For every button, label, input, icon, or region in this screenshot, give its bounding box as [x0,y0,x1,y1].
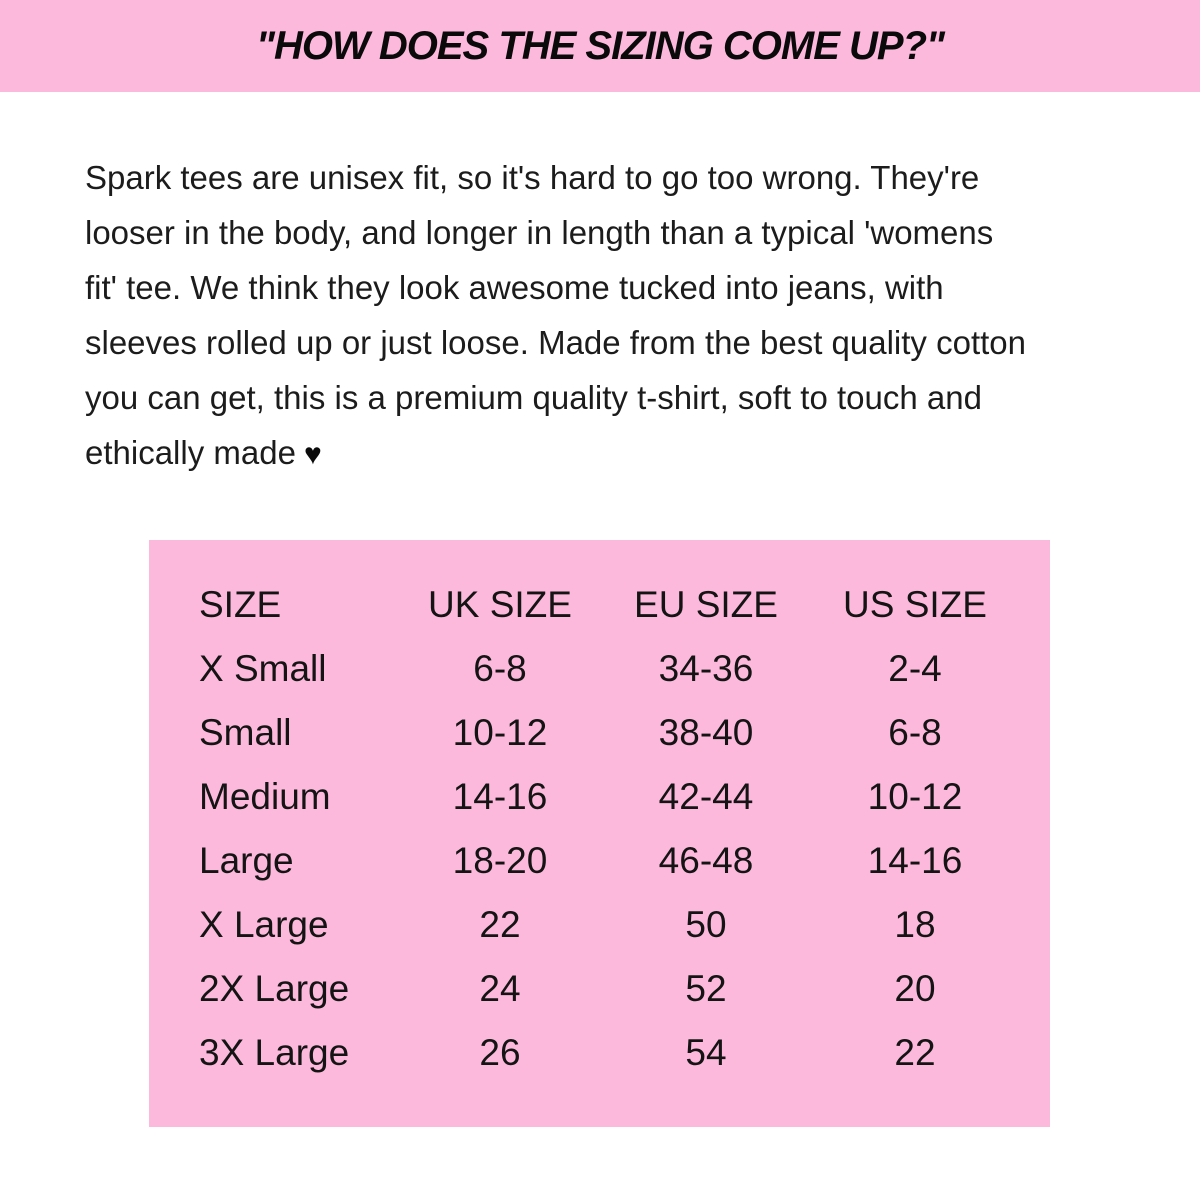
column-header-eu-size: EU SIZE [634,584,778,625]
column-header-uk-size: UK SIZE [428,584,572,625]
intro-line: fit' tee. We think they look awesome tucked into jeans, with [85,269,944,306]
eu-size-cell: 42-44 [658,776,754,817]
intro-line [85,425,1155,482]
table-row [149,1021,1050,1085]
us-size-cell: 18 [894,904,936,945]
intro-line [85,370,1155,425]
eu-size-cell: 50 [685,904,727,945]
table-row [149,893,1050,957]
size-cell: X Small [199,648,327,689]
uk-size-cell: 26 [479,1032,521,1073]
table-row [149,829,1050,893]
uk-size-cell: 18-20 [452,840,548,881]
intro-line-text: you can get, this is a premium quality t-shirt, soft to touch and [85,379,982,416]
uk-size-cell: 10-12 [452,712,548,753]
size-cell: 3X Large [199,1032,350,1073]
uk-size-cell: 14-16 [452,776,548,817]
uk-size-cell: 22 [479,904,521,945]
intro-line: sleeves rolled up or just loose. Made from the best quality cotton [85,324,1026,361]
intro-line: looser in the body, and longer in length than a typical 'womens [85,214,994,251]
eu-size-cell: 52 [685,968,727,1009]
heart-icon: ♥ [303,438,322,471]
eu-size-cell: 54 [685,1032,727,1073]
us-size-cell: 20 [894,968,936,1009]
size-cell: Small [199,712,292,753]
uk-size-cell: 6-8 [473,648,527,689]
table-row [149,765,1050,829]
intro-line-text: ethically made [85,434,296,471]
uk-size-cell: 24 [479,968,521,1009]
size-cell: X Large [199,904,329,945]
size-cell: Large [199,840,294,881]
intro-paragraph [85,150,1155,482]
us-size-cell: 22 [894,1032,936,1073]
size-table [149,540,1050,1127]
eu-size-cell: 38-40 [658,712,754,753]
size-cell: Medium [199,776,331,817]
header-banner [0,0,1200,92]
column-header-size: SIZE [199,584,282,625]
table-row [149,637,1050,701]
table-header-row [149,573,1050,637]
page-title: "HOW DOES THE SIZING COME UP?" [256,23,944,68]
us-size-cell: 10-12 [867,776,963,817]
us-size-cell: 14-16 [867,840,963,881]
column-header-us-size: US SIZE [843,584,987,625]
size-cell: 2X Large [199,968,350,1009]
table-row [149,701,1050,765]
intro-line: Spark tees are unisex fit, so it's hard to go too wrong. They're [85,159,980,196]
table-row [149,957,1050,1021]
us-size-cell: 6-8 [888,712,942,753]
eu-size-cell: 34-36 [658,648,754,689]
us-size-cell: 2-4 [888,648,942,689]
eu-size-cell: 46-48 [658,840,754,881]
